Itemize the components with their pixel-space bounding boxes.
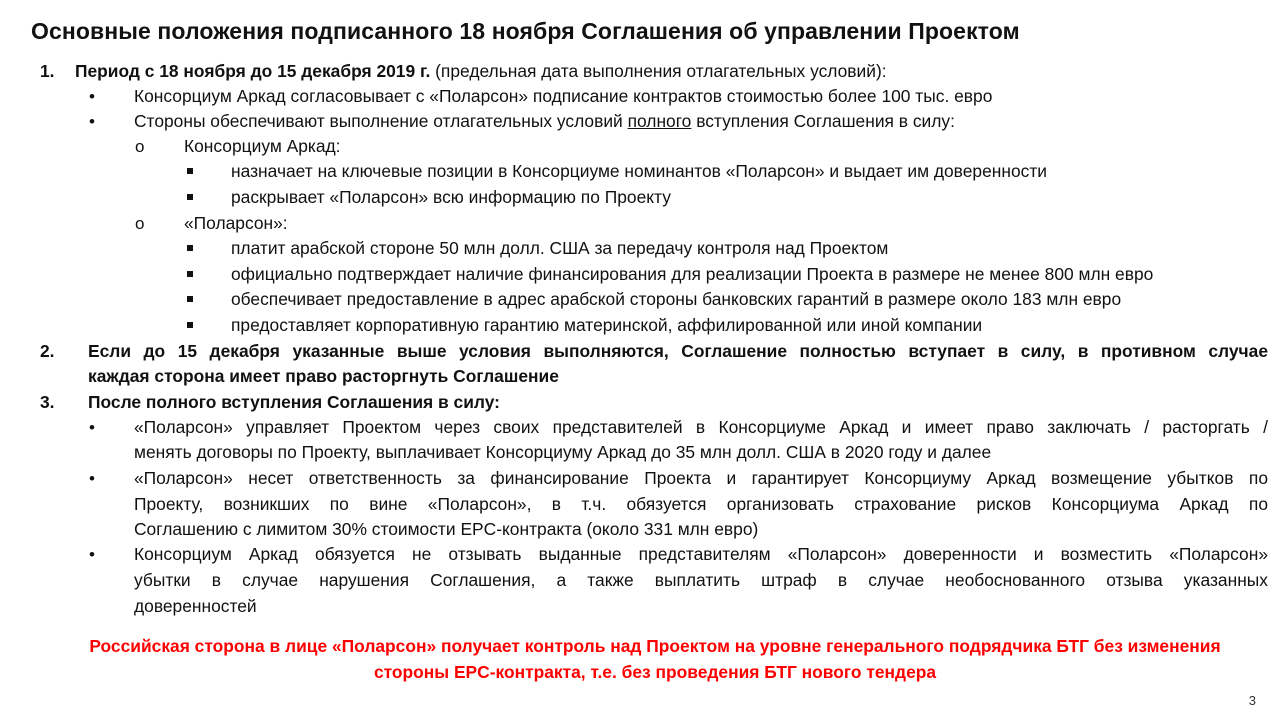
- bullet-icon: •: [89, 545, 95, 564]
- circle-bullet-icon: o: [135, 214, 145, 233]
- section-3-number: 3.: [40, 392, 55, 412]
- subheading-arkad: Консорциум Аркад:: [184, 136, 341, 156]
- section-3-p3-line-3: доверенностей: [134, 596, 257, 616]
- bullet-2-text-pre: Стороны обеспечивают выполнение отлагательных условий: [134, 111, 628, 131]
- section-3-p3-line-1: Консорциум Аркад обязуется не отзывать выданные представителям «Поларсон» доверенности и возместить «Поларсон»: [134, 544, 1268, 564]
- page-number: 3: [1248, 693, 1256, 708]
- section-3-p3-line-2: убытки в случае нарушения Соглашения, а также выплатить штраф в случае необоснованного отзыва указанных: [134, 570, 1268, 590]
- section-1-number: 1.: [40, 61, 55, 81]
- section-3-p2-line-2: Проекту, возникших по вине «Поларсон», в т.ч. обязуется организовать страхование рисков Консорциума Аркад по: [134, 494, 1268, 514]
- section-2-number: 2.: [40, 341, 55, 361]
- subheading-polarson: «Поларсон»:: [184, 213, 288, 233]
- section-1-heading-bold: Период с 18 ноября до 15 декабря 2019 г.: [75, 61, 431, 81]
- polarson-item: официально подтверждает наличие финансирования для реализации Проекта в размере не менее 800 млн евро: [231, 264, 1154, 284]
- square-bullet-icon: [187, 271, 193, 277]
- section-3-p2-line-3: Соглашению с лимитом 30% стоимости EPC-контракта (около 331 млн евро): [134, 519, 759, 539]
- section-1-heading: [75, 59, 887, 85]
- polarson-item: платит арабской стороне 50 млн долл. США за передачу контроля над Проектом: [231, 238, 889, 258]
- bullet-icon: •: [89, 87, 95, 106]
- bullet-2-underlined: полного: [627, 111, 692, 131]
- section-1-bullet-2: [134, 109, 955, 135]
- circle-bullet-icon: o: [135, 137, 145, 156]
- section-2-line-1: Если до 15 декабря указанные выше условия выполняются, Соглашение полностью вступает в силу, в противном случае: [88, 341, 1268, 361]
- bullet-icon: •: [89, 418, 95, 437]
- section-2-line-2: каждая сторона имеет право расторгнуть Соглашение: [88, 366, 559, 386]
- square-bullet-icon: [187, 245, 193, 251]
- section-1-heading-note: (предельная дата выполнения отлагательных условий):: [430, 61, 887, 81]
- bullet-icon: •: [89, 112, 95, 131]
- section-3-heading: После полного вступления Соглашения в силу:: [88, 392, 500, 412]
- bullet-2-text-post: вступления Соглашения в силу:: [691, 111, 955, 131]
- square-bullet-icon: [187, 322, 193, 328]
- arkad-item: назначает на ключевые позиции в Консорциуме номинантов «Поларсон» и выдает им доверенности: [231, 161, 1047, 181]
- section-3-p1-line-1: «Поларсон» управляет Проектом через своих представителей в Консорциуме Аркад и имеет право заключать / расторгать /: [134, 417, 1268, 437]
- polarson-item: обеспечивает предоставление в адрес арабской стороны банковских гарантий в размере около 183 млн евро: [231, 289, 1122, 309]
- bullet-icon: •: [89, 469, 95, 488]
- conclusion-line-2: стороны EPC-контракта, т.е. без проведения БТГ нового тендера: [373, 662, 937, 682]
- square-bullet-icon: [187, 168, 193, 174]
- conclusion-line-1: Российская сторона в лице «Поларсон» получает контроль над Проектом на уровне генерального подрядчика БТГ без изменения: [89, 636, 1221, 656]
- section-1-bullet-1: Консорциум Аркад согласовывает с «Поларсон» подписание контрактов стоимостью более 100 тыс. евро: [134, 86, 993, 106]
- section-3-p2-line-1: «Поларсон» несет ответственность за финансирование Проекта и гарантирует Консорциуму Аркад возмещение убытков по: [134, 468, 1268, 488]
- square-bullet-icon: [187, 296, 193, 302]
- polarson-item: предоставляет корпоративную гарантию материнской, аффилированной или иной компании: [231, 315, 983, 335]
- page-title: Основные положения подписанного 18 ноября Соглашения об управлении Проектом: [31, 18, 1020, 44]
- arkad-item: раскрывает «Поларсон» всю информацию по Проекту: [231, 187, 671, 207]
- square-bullet-icon: [187, 194, 193, 200]
- section-3-p1-line-2: менять договоры по Проекту, выплачивает Консорциуму Аркад до 35 млн долл. США в 2020 году и далее: [134, 442, 992, 462]
